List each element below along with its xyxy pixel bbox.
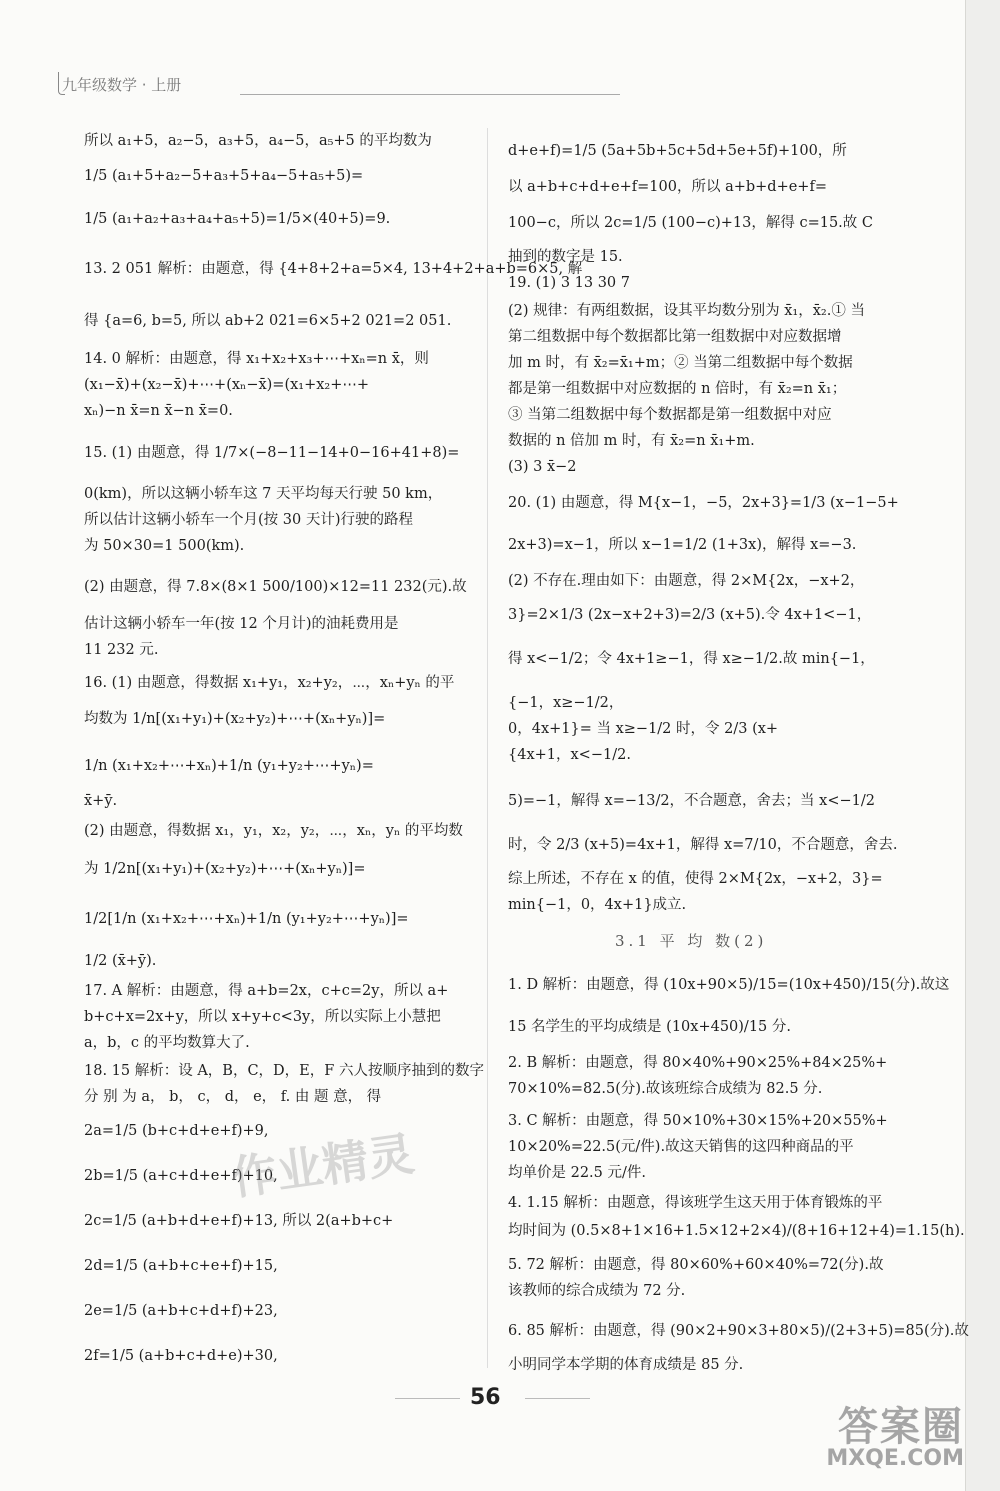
watermark-url: MXQE.COM [826,1446,964,1471]
text-line: 1/5 (a₁+a₂+a₃+a₄+a₅+5)=1/5×(40+5)=9. [84,211,391,227]
text-line: 14. 0 解析：由题意，得 x₁+x₂+x₃+⋯+xₙ=n x̄，则 [84,351,429,367]
text-line: 2f=1/5 (a+b+c+d+e)+30, [84,1348,278,1364]
text-line: 时，令 2/3 (x+5)=4x+1，解得 x=7/10，不合题意，舍去. [508,837,898,853]
text-line: min{−1，0，4x+1}成立. [508,897,687,913]
text-line: 1/n (x₁+x₂+⋯+xₙ)+1/n (y₁+y₂+⋯+yₙ)= [84,758,374,774]
text-line: 100−c，所以 2c=1/5 (100−c)+13，解得 c=15.故 C [508,215,873,231]
text-line: 4. 1.15 解析：由题意，得该班学生这天用于体育锻炼的平 [508,1195,883,1211]
text-line: 3}=2×1/3 (2x−x+2+3)=2/3 (x+5).令 4x+1<−1， [508,607,872,623]
text-line: 综上所述，不存在 x 的值，使得 2×M{2x，−x+2，3}= [508,871,883,887]
text-line: 所以估计这辆小轿车一个月(按 30 天计)行驶的路程 [84,512,413,528]
text-line: 15. (1) 由题意，得 1/7×(−8−11−14+0−16+41+8)= [84,445,460,461]
text-line: 6. 85 解析：由题意，得 (90×2+90×3+80×5)/(2+3+5)=85(分).故 [508,1323,969,1339]
text-line: 1/5 (a₁+5+a₂−5+a₃+5+a₄−5+a₅+5)= [84,168,364,184]
page-edge [965,0,1000,1491]
text-line: 13. 2 051 解析：由题意，得 {4+8+2+a=5×4, 13+4+2+a+b=6×5, 解 [84,261,583,277]
text-line: 0(km)，所以这辆小轿车这 7 天平均每天行驶 50 km， [84,486,443,502]
text-line: {4x+1，x<−1/2. [508,747,631,763]
text-line: {−1，x≥−1/2， [508,695,624,711]
text-line: 以 a+b+c+d+e+f=100，所以 a+b+d+e+f= [508,179,827,195]
text-line: 该教师的综合成绩为 72 分. [508,1283,686,1299]
text-line: 分 别 为 a， b， c， d， e， f. 由 题 意， 得 [84,1089,382,1105]
text-line: 2b=1/5 (a+c+d+e+f)+10, [84,1168,278,1184]
text-line: 17. A 解析：由题意，得 a+b=2x，c+c=2y，所以 a+ [84,983,449,999]
text-line: 得 {a=6, b=5, 所以 ab+2 021=6×5+2 021=2 051. [84,313,452,329]
text-line: 18. 15 解析：设 A，B，C，D，E，F 六人按顺序抽到的数字 [84,1063,484,1079]
text-line: 2c=1/5 (a+b+d+e+f)+13, 所以 2(a+b+c+ [84,1213,394,1229]
text-line: 2a=1/5 (b+c+d+e+f)+9, [84,1123,269,1139]
text-line: 2. B 解析：由题意，得 80×40%+90×25%+84×25%+ [508,1055,888,1071]
text-line: 2d=1/5 (a+b+c+e+f)+15, [84,1258,278,1274]
text-line: 1/2[1/n (x₁+x₂+⋯+xₙ)+1/n (y₁+y₂+⋯+yₙ)]= [84,911,409,927]
page-number: 56 [470,1385,501,1410]
text-line: b+c+x=2x+y，所以 x+y+c<3y，所以实际上小慧把 [84,1009,441,1025]
text-line: 为 1/2n[(x₁+y₁)+(x₂+y₂)+⋯+(xₙ+yₙ)]= [84,861,366,877]
text-line: 得 x<−1/2；令 4x+1≥−1，得 x≥−1/2.故 min{−1， [508,651,875,667]
watermark-stamp: 作业精灵 [227,1126,418,1206]
text-line: (2) 由题意，得 7.8×(8×1 500/100)×12=11 232(元).故 [84,579,467,595]
text-line: 小明同学本学期的体育成绩是 85 分. [508,1357,744,1373]
text-line: 0，4x+1}= 当 x≥−1/2 时，令 2/3 (x+ [508,721,779,737]
section-title: 3.1 平 均 数(2) [615,932,768,950]
text-line: 15 名学生的平均成绩是 (10x+450)/15 分. [508,1019,791,1035]
text-line: 11 232 元. [84,642,159,658]
site-watermark [764,1395,964,1471]
text-line: 19. (1) 3 13 30 7 [508,275,630,291]
text-line: 16. (1) 由题意，得数据 x₁+y₁，x₂+y₂，⋯，xₙ+yₙ 的平 [84,675,455,691]
text-line: 所以 a₁+5，a₂−5，a₃+5，a₄−5，a₅+5 的平均数为 [84,133,432,149]
text-line: 20. (1) 由题意，得 M{x−1，−5，2x+3}=1/3 (x−1−5+ [508,495,899,511]
text-line: 均时间为 (0.5×8+1×16+1.5×12+2×4)/(8+16+12+4)=1.15(h). [508,1223,965,1239]
header-rule [240,94,620,95]
text-line: ③ 当第二组数据中每个数据都是第一组数据中对应 [508,407,832,423]
text-line: (2) 不存在.理由如下：由题意，得 2×M{2x，−x+2， [508,573,865,589]
text-line: 2x+3)=x−1，所以 x−1=1/2 (1+3x)，解得 x=−3. [508,537,857,553]
text-line: (3) 3 x̄−2 [508,459,577,475]
text-line: 70×10%=82.5(分).故该班综合成绩为 82.5 分. [508,1081,823,1097]
text-line: 2e=1/5 (a+b+c+d+f)+23, [84,1303,278,1319]
text-line: 5)=−1，解得 x=−13/2，不合题意，舍去；当 x<−1/2 [508,793,875,809]
text-line: xₙ)−n x̄=n x̄−n x̄=0. [84,403,233,419]
watermark-logo-text: 答案圈 [838,1404,964,1450]
text-line: 均数为 1/n[(x₁+y₁)+(x₂+y₂)+⋯+(xₙ+yₙ)]= [84,711,386,727]
text-line: (x₁−x̄)+(x₂−x̄)+⋯+(xₙ−x̄)=(x₁+x₂+⋯+ [84,377,370,393]
text-line: 均单价是 22.5 元/件. [508,1165,646,1181]
text-line: 为 50×30=1 500(km). [84,538,245,554]
text-line: 都是第一组数据中对应数据的 n 倍时，有 x̄₂=n x̄₁； [508,381,847,397]
text-line: 抽到的数字是 15. [508,249,623,265]
footer-rule-left [395,1398,460,1399]
text-line: 5. 72 解析：由题意，得 80×60%+60×40%=72(分).故 [508,1257,884,1273]
text-line: 3. C 解析：由题意，得 50×10%+30×15%+20×55%+ [508,1113,888,1129]
text-line: 10×20%=22.5(元/件).故这天销售的这四种商品的平 [508,1139,854,1155]
text-line: x̄+ȳ. [84,793,118,809]
text-line: 估计这辆小轿车一年(按 12 个月计)的油耗费用是 [84,616,399,632]
text-line: d+e+f)=1/5 (5a+5b+5c+5d+5e+5f)+100，所 [508,143,847,159]
text-line: 数据的 n 倍加 m 时，有 x̄₂=n x̄₁+m. [508,433,755,449]
text-line: 1/2 (x̄+ȳ). [84,953,157,969]
text-line: a，b，c 的平均数算大了. [84,1035,250,1051]
text-line: (2) 规律：有两组数据，设其平均数分别为 x̄₁，x̄₂.① 当 [508,303,865,319]
text-line: (2) 由题意，得数据 x₁，y₁，x₂，y₂，⋯，xₙ，yₙ 的平均数 [84,823,463,839]
footer-rule-right [525,1398,590,1399]
column-divider [487,128,488,1368]
text-line: 1. D 解析：由题意，得 (10x+90×5)/15=(10x+450)/15(分).故这 [508,977,950,993]
text-line: 第二组数据中每个数据都比第一组数据中对应数据增 [508,329,842,345]
page-header: 九年级数学 · 上册 [62,76,182,94]
text-line: 加 m 时，有 x̄₂=x̄₁+m；② 当第二组数据中每个数据 [508,355,853,371]
